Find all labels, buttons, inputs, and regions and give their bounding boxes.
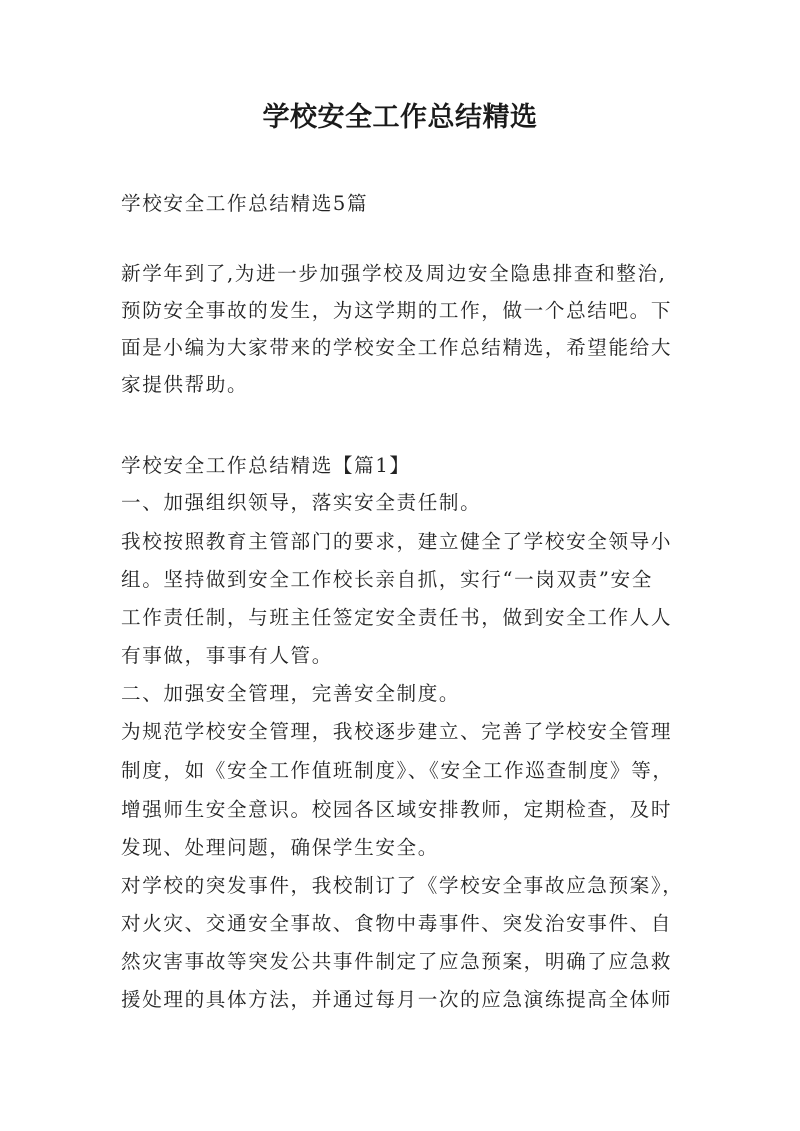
section-subheading-2: 二、加强安全管理，完善安全制度。 xyxy=(121,682,461,705)
body-line: 我校按照教育主管部门的要求，建立健全了学校安全领导小 xyxy=(121,530,673,553)
body-line: 增强师生安全意识。校园各区域安排教师，定期检查，及时 xyxy=(121,798,673,821)
intro-line: 面是小编为大家带来的学校安全工作总结精选，希望能给大 xyxy=(121,336,673,359)
document-subtitle: 学校安全工作总结精选5篇 xyxy=(121,192,369,215)
body-line: 然灾害事故等突发公共事件制定了应急预案，明确了应急救 xyxy=(121,950,673,973)
document-title: 学校安全工作总结精选 xyxy=(262,102,538,133)
section-heading: 学校安全工作总结精选【篇1】 xyxy=(121,454,411,477)
body-line: 组。坚持做到安全工作校长亲自抓，实行“一岗双责”安全 xyxy=(121,568,653,591)
body-line: 有事做，事事有人管。 xyxy=(121,644,333,667)
body-line: 发现、处理问题，确保学生安全。 xyxy=(121,836,439,859)
body-line: 制度，如《安全工作值班制度》、《安全工作巡查制度》等， xyxy=(121,759,674,782)
intro-line: 预防安全事故的发生，为这学期的工作，做一个总结吧。下 xyxy=(121,299,673,322)
intro-line: 新学年到了,为进一步加强学校及周边安全隐患排查和整治, xyxy=(121,262,667,285)
body-line: 对学校的突发事件，我校制订了《学校安全事故应急预案》， xyxy=(121,874,684,897)
body-line: 援处理的具体方法，并通过每月一次的应急演练提高全体师 xyxy=(121,988,673,1011)
body-line: 工作责任制，与班主任签定安全责任书，做到安全工作人人 xyxy=(121,606,673,629)
body-line: 为规范学校安全管理，我校逐步建立、完善了学校安全管理 xyxy=(121,720,673,743)
intro-line: 家提供帮助。 xyxy=(121,373,249,396)
body-line: 对火灾、交通安全事故、食物中毒事件、突发治安事件、自 xyxy=(121,912,673,935)
section-subheading-1: 一、加强组织领导，落实安全责任制。 xyxy=(121,491,482,514)
